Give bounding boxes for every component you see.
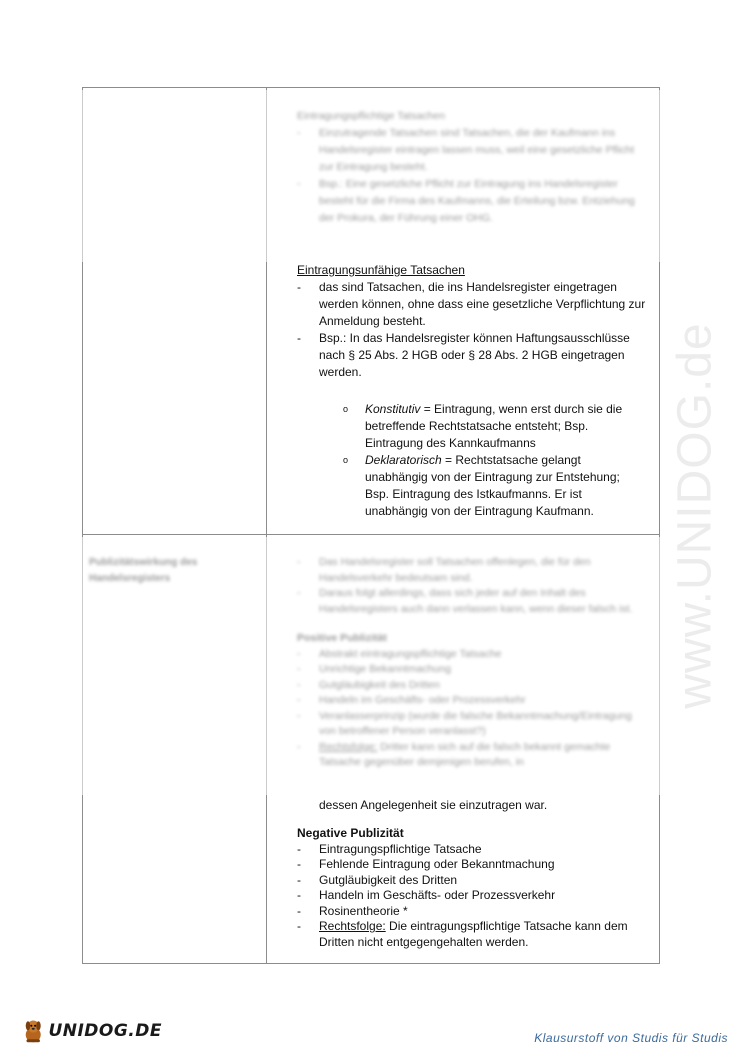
term-definition: = Eintragung, wenn erst durch sie die betreffende Rechtstatsache entsteht; Bsp. Eintragung des Kannkaufmanns	[365, 402, 623, 450]
table-row-divider	[82, 534, 660, 535]
fade-overlay	[82, 537, 660, 795]
list-item: - Handeln im Geschäfts- oder Prozessverkehr	[297, 888, 649, 904]
section-heading: Eintragungsunfähige Tatsachen	[297, 263, 465, 277]
rechtsfolge-label: Rechtsfolge:	[319, 919, 386, 933]
footer-tagline: Klausurstoff von Studis für Studis	[534, 1031, 728, 1045]
term: Deklaratorisch	[365, 453, 442, 467]
list-item	[341, 452, 641, 520]
rechtsfolge-text: Die eintragungspflichtige Tatsache kann dem Dritten nicht entgegengehalten werden.	[319, 919, 628, 949]
list-item: - Bsp.: In das Handelsregister können Haftungsausschlüsse nach § 25 Abs. 2 HGB oder § 28 Abs. 2 HGB eingetragen werden.	[297, 330, 649, 381]
list-item: - Rosinentheorie *	[297, 904, 649, 920]
list-item: - Eintragungspflichtige Tatsache	[297, 842, 649, 858]
list-item: - Fehlende Eintragung oder Bekanntmachung	[297, 857, 649, 873]
list-item: - Gutgläubigkeit des Dritten	[297, 873, 649, 889]
term: Konstitutiv	[365, 402, 421, 416]
list-item: - das sind Tatsachen, die ins Handelsregister eingetragen werden können, ohne dass eine gesetzliche Verpflichtung zur Anmeldung besteht.	[297, 279, 649, 330]
watermark: www.UNIDOG.de	[668, 321, 722, 709]
logo-text: UNIDOG.DE	[48, 1021, 162, 1041]
rechtsfolge-continuation: dessen Angelegenheit sie einzutragen war.	[319, 798, 548, 812]
dog-mascot-icon	[22, 1014, 44, 1048]
list-item	[341, 401, 641, 452]
sublist-eintragung-arten	[341, 401, 641, 520]
unidog-logo	[22, 1013, 162, 1049]
fade-overlay	[82, 90, 660, 262]
list-item	[297, 919, 649, 950]
section-eintragungsunfaehig	[297, 262, 649, 381]
section-heading: Negative Publizität	[297, 826, 404, 840]
term-definition: = Rechtstatsache gelangt unabhängig von der Eintragung zur Entstehung; Bsp. Eintragung des Istkaufmanns. Er ist unabhängig von der Eintragung Kaufmann.	[365, 453, 620, 518]
section-negative-publizitaet	[297, 826, 649, 950]
